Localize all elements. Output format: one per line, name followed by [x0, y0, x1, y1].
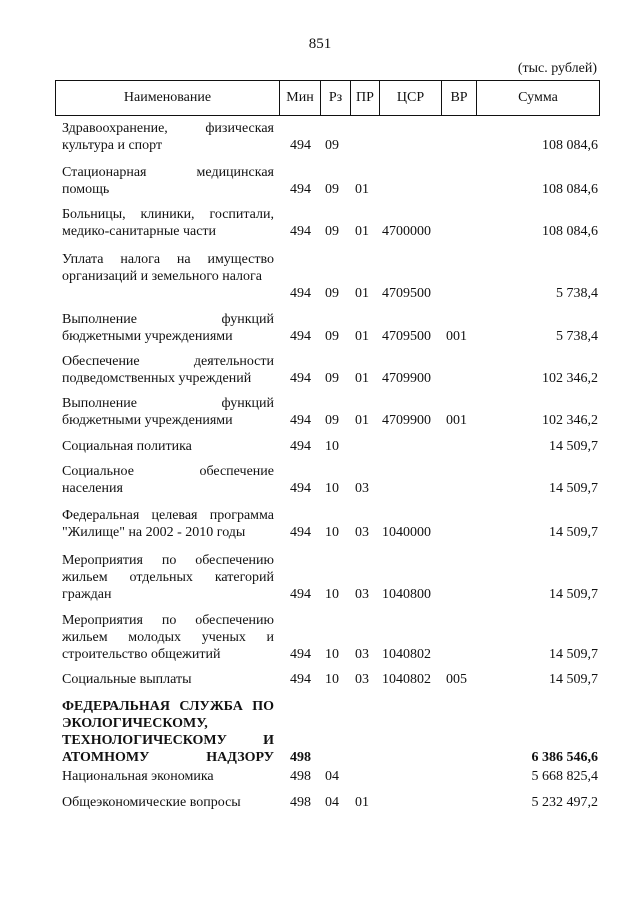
- header-name: Наименование: [123, 90, 212, 105]
- row-min: 498: [290, 750, 311, 765]
- table-row: [55, 206, 600, 240]
- row-name: ФЕДЕРАЛЬНАЯ СЛУЖБА ПО ЭКОЛОГИЧЕСКОМУ, ТЕХНОЛОГИЧЕСКОМУ И АТОМНОМУ НАДЗОРУ: [62, 699, 274, 765]
- row-csr: 4709900: [382, 371, 431, 386]
- table-row: [55, 507, 600, 541]
- header-min: Мин: [286, 90, 314, 105]
- row-name: Национальная экономика: [62, 769, 214, 784]
- table-row: [55, 698, 600, 766]
- row-name: Обеспечение деятельности подведомственных учреждений: [62, 354, 274, 386]
- table-row: [55, 251, 600, 302]
- row-name: Мероприятия по обеспечению жильем молодых ученых и строительство общежитий: [62, 613, 274, 662]
- table-row: [55, 552, 600, 603]
- row-sum: 5 738,4: [556, 286, 598, 301]
- row-rz: 09: [325, 413, 339, 428]
- row-rz: 09: [325, 329, 339, 344]
- row-min: 494: [290, 481, 311, 496]
- row-sum: 14 509,7: [549, 481, 598, 496]
- table-row: [55, 671, 600, 688]
- table-row: [55, 120, 600, 154]
- row-name: Стационарная медицинская помощь: [62, 165, 274, 197]
- row-sum: 108 084,6: [542, 182, 598, 197]
- row-sum: 14 509,7: [549, 525, 598, 540]
- row-vr: 001: [446, 329, 467, 344]
- row-name: Выполнение функций бюджетными учреждениями: [62, 396, 274, 428]
- page-number: 851: [308, 36, 332, 52]
- row-rz: 09: [325, 371, 339, 386]
- row-min: 494: [290, 525, 311, 540]
- row-pr: 03: [355, 587, 369, 602]
- row-pr: 03: [355, 672, 369, 687]
- row-rz: 10: [325, 525, 339, 540]
- row-sum: 102 346,2: [542, 371, 598, 386]
- table-row: [55, 438, 600, 455]
- row-vr: 001: [446, 413, 467, 428]
- row-sum: 14 509,7: [549, 439, 598, 454]
- table-row: [55, 463, 600, 497]
- row-rz: 10: [325, 481, 339, 496]
- row-rz: 09: [325, 138, 339, 153]
- table-row: [55, 612, 600, 663]
- row-pr: 03: [355, 481, 369, 496]
- row-rz: 09: [325, 224, 339, 239]
- header-sum: Сумма: [518, 90, 558, 105]
- row-name: Социальные выплаты: [62, 672, 192, 687]
- row-vr: 005: [446, 672, 467, 687]
- header-pr: ПР: [356, 90, 374, 105]
- row-csr: 1040802: [382, 647, 431, 662]
- row-min: 494: [290, 182, 311, 197]
- row-min: 494: [290, 224, 311, 239]
- row-sum: 14 509,7: [549, 672, 598, 687]
- row-min: 494: [290, 587, 311, 602]
- row-rz: 09: [325, 182, 339, 197]
- row-pr: 01: [355, 329, 369, 344]
- table-row: [55, 353, 600, 387]
- row-min: 494: [290, 286, 311, 301]
- row-min: 494: [290, 138, 311, 153]
- table-row: [55, 768, 600, 785]
- row-rz: 09: [325, 286, 339, 301]
- row-rz: 10: [325, 647, 339, 662]
- row-csr: 1040800: [382, 587, 431, 602]
- row-min: 494: [290, 371, 311, 386]
- row-name: Здравоохранение, физическая культура и спорт: [62, 121, 274, 153]
- row-min: 494: [290, 329, 311, 344]
- row-name: Мероприятия по обеспечению жильем отдельных категорий граждан: [62, 553, 274, 602]
- row-name: Выполнение функций бюджетными учреждениями: [62, 312, 274, 344]
- row-min: 498: [290, 795, 311, 810]
- row-csr: 4700000: [382, 224, 431, 239]
- row-pr: 01: [355, 795, 369, 810]
- row-rz: 10: [325, 672, 339, 687]
- row-sum: 5 738,4: [556, 329, 598, 344]
- row-sum: 6 386 546,6: [531, 750, 598, 765]
- row-pr: 03: [355, 647, 369, 662]
- row-pr: 01: [355, 224, 369, 239]
- row-pr: 03: [355, 525, 369, 540]
- row-csr: 4709900: [382, 413, 431, 428]
- row-csr: 1040000: [382, 525, 431, 540]
- row-rz: 04: [325, 795, 339, 810]
- header-csr: ЦСР: [396, 90, 425, 105]
- row-csr: 1040802: [382, 672, 431, 687]
- row-min: 494: [290, 672, 311, 687]
- row-pr: 01: [355, 182, 369, 197]
- header-rz: Рз: [328, 90, 343, 105]
- row-min: 494: [290, 439, 311, 454]
- row-min: 494: [290, 413, 311, 428]
- table-row: [55, 794, 600, 811]
- row-sum: 5 232 497,2: [531, 795, 598, 810]
- table-row: [55, 311, 600, 345]
- row-name: Уплата налога на имущество организаций и земельного налога: [62, 252, 274, 284]
- row-sum: 14 509,7: [549, 587, 598, 602]
- row-pr: 01: [355, 286, 369, 301]
- row-name: Больницы, клиники, госпитали, медико-санитарные части: [62, 207, 274, 239]
- row-sum: 5 668 825,4: [531, 769, 598, 784]
- row-sum: 102 346,2: [542, 413, 598, 428]
- row-sum: 108 084,6: [542, 224, 598, 239]
- row-rz: 10: [325, 439, 339, 454]
- table-row: [55, 164, 600, 198]
- row-sum: 14 509,7: [549, 647, 598, 662]
- row-name: Общеэкономические вопросы: [62, 795, 241, 810]
- row-csr: 4709500: [382, 286, 431, 301]
- row-name: Социальное обеспечение населения: [62, 464, 274, 496]
- row-csr: 4709500: [382, 329, 431, 344]
- row-pr: 01: [355, 413, 369, 428]
- row-pr: 01: [355, 371, 369, 386]
- row-rz: 04: [325, 769, 339, 784]
- table-row: [55, 395, 600, 429]
- row-name: Социальная политика: [62, 439, 192, 454]
- row-rz: 10: [325, 587, 339, 602]
- header-vr: ВР: [450, 90, 468, 105]
- table-header: [55, 80, 600, 116]
- units-label: (тыс. рублей): [517, 61, 597, 76]
- row-sum: 108 084,6: [542, 138, 598, 153]
- row-min: 498: [290, 769, 311, 784]
- row-name: Федеральная целевая программа "Жилище" на 2002 - 2010 годы: [62, 508, 274, 540]
- row-min: 494: [290, 647, 311, 662]
